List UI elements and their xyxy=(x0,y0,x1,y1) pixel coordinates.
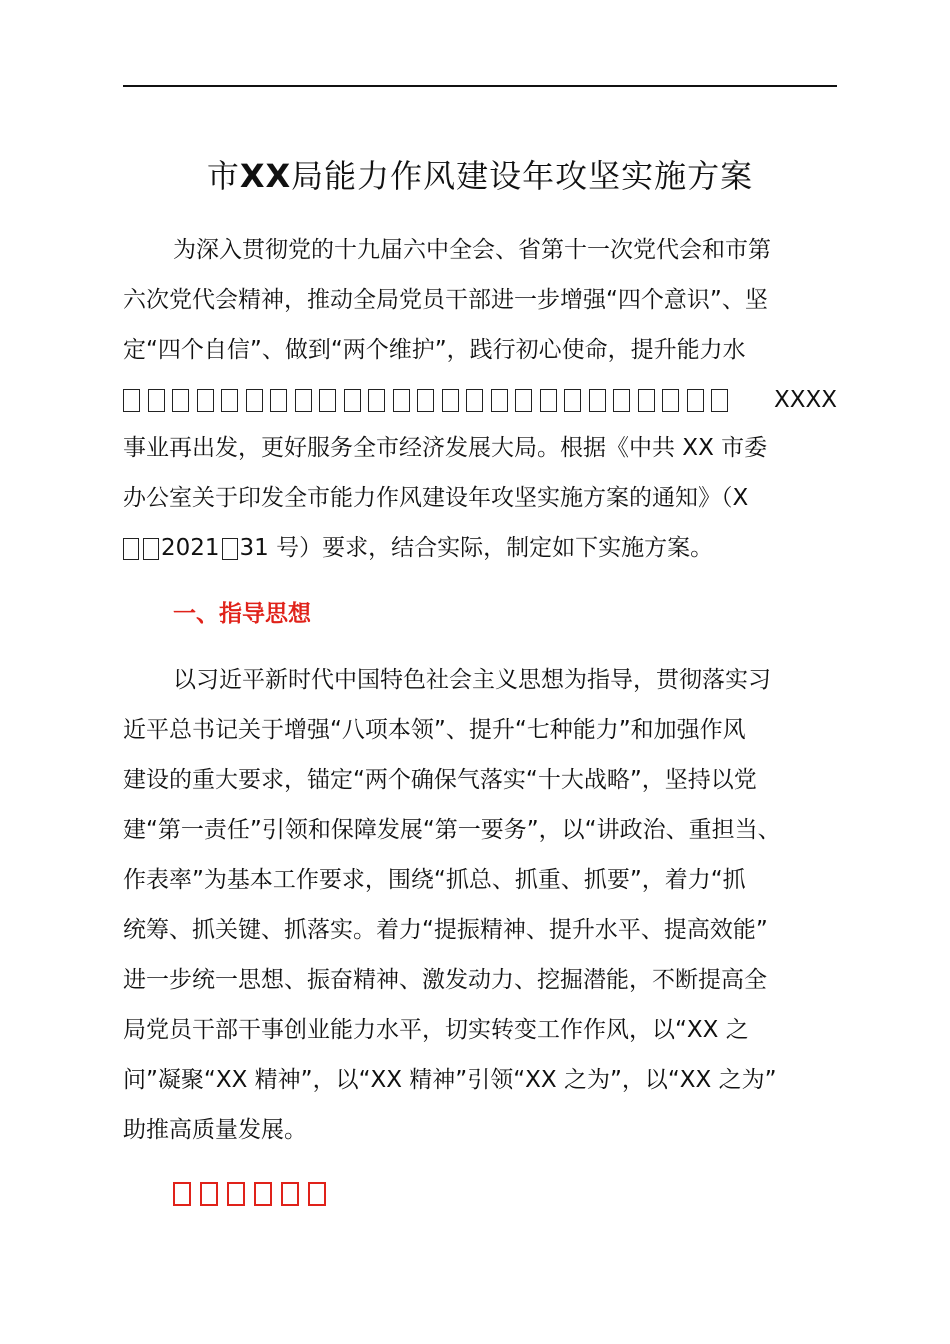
title-bold: XX xyxy=(239,157,292,195)
section1-line: 统筹、抓关键、抓落实。着力“提振精神、提升水平、提高效能” xyxy=(123,917,768,943)
document-title xyxy=(123,150,837,202)
intro-line-last xyxy=(123,528,713,568)
section1-line: 建设的重大要求，锚定“两个确保气落实“十大战略”，坚持以党 xyxy=(123,767,757,793)
intro-line: 为深入贯彻党的十九届六中全会、省第十一次党代会和市第 xyxy=(173,237,771,263)
intro-last-rest: 31 号）要求，结合实际，制定如下实施方案。 xyxy=(239,535,714,561)
section1-line: 助推高质量发展。 xyxy=(123,1117,307,1143)
title-suffix: 局能力作风建设年攻坚实施方案 xyxy=(291,157,754,195)
section1-line: 近平总书记关于增强“八项本领”、提升“七种能力”和加强作风 xyxy=(123,717,746,743)
section1-line: 以习近平新时代中国特色社会主义思想为指导，贯彻落实习 xyxy=(173,667,771,693)
section1-line: 局党员干部干事创业能力水平，切实转变工作作风，以“XX 之 xyxy=(123,1017,749,1043)
section-heading: 一、指导思想 xyxy=(173,601,311,627)
section-heading-missing-glyphs xyxy=(173,1174,326,1214)
missing-glyphs xyxy=(123,389,764,412)
section1-line: 问”凝聚“XX 精神”，以“XX 精神”引领“XX 之为”，以“XX 之为” xyxy=(123,1067,777,1093)
intro-line: 六次党代会精神，推动全局党员干部进一步增强“四个意识”、坚 xyxy=(123,287,768,313)
section1-line: 进一步统一思想、振奋精神、激发动力、挖掘潜能，不断提高全 xyxy=(123,967,767,993)
intro-year: 2021 xyxy=(161,535,220,561)
section1-line: 建“第一责任”引领和保障发展“第一要务”，以“讲政治、重担当、 xyxy=(123,817,781,843)
section1-line: 作表率”为基本工作要求，围绕“抓总、抓重、抓要”，着力“抓 xyxy=(123,867,746,893)
title-prefix: 市 xyxy=(206,157,240,195)
header-rule xyxy=(123,85,837,87)
intro-line: 事业再出发，更好服务全市经济发展大局。根据《中共 XX 市委 xyxy=(123,435,768,461)
intro-garbled-line xyxy=(123,380,837,420)
garbled-tail-text: XXXX xyxy=(773,387,837,413)
intro-line: 办公室关于印发全市能力作风建设年攻坚实施方案的通知》（X xyxy=(123,485,749,511)
intro-line: 定“四个自信”、做到“两个维护”，践行初心使命，提升能力水 xyxy=(123,337,746,363)
